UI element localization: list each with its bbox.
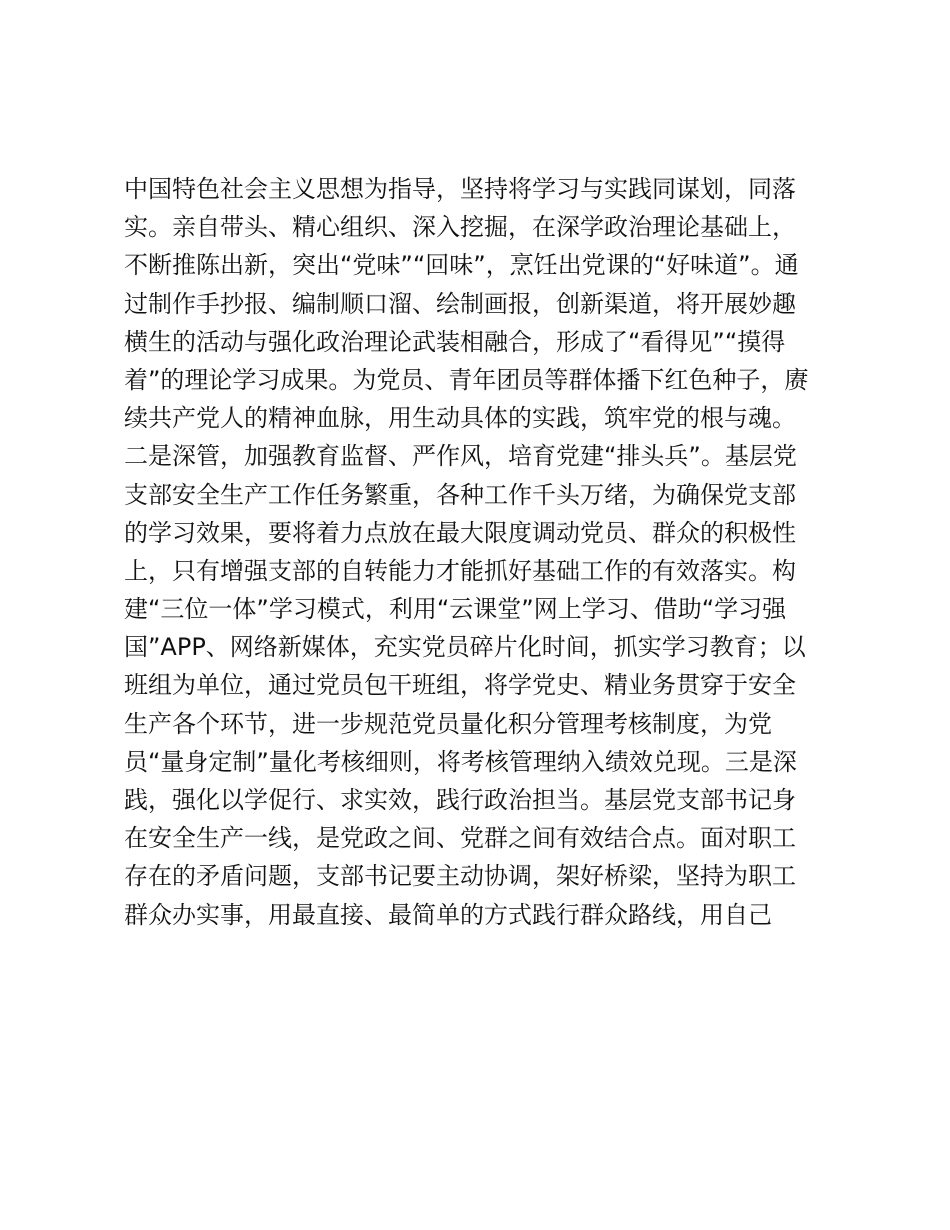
text-line: 班组为单位，通过党员包干班组，将学党史、精业务贯穿于安全 bbox=[124, 671, 796, 700]
text-line: 的学习效果，要将着力点放在最大限度调动党员、群众的积极性 bbox=[124, 518, 796, 547]
text-line: 不断推陈出新，突出“党味”“回味”，烹饪出党课的“好味道”。通 bbox=[124, 251, 799, 280]
text-line: 横生的活动与强化政治理论武装相融合，形成了“看得见”“摸得 bbox=[124, 327, 786, 356]
text-line: 员“量身定制”量化考核细则，将考核管理纳入绩效兑现。三是深 bbox=[124, 747, 797, 776]
text-line: 续共产党人的精神血脉，用生动具体的实践，筑牢党的根与魂。 bbox=[124, 404, 796, 433]
text-line: 着”的理论学习成果。为党员、青年团员等群体播下红色种子，赓 bbox=[124, 365, 809, 394]
text-line: 中国特色社会主义思想为指导，坚持将学习与实践同谋划，同落 bbox=[124, 175, 796, 203]
body-text bbox=[124, 170, 844, 934]
text-line: 支部安全生产工作任务繁重，各种工作千头万绪，为确保党支部 bbox=[124, 480, 796, 509]
text-line: 在安全生产一线，是党政之间、党群之间有效结合点。面对职工 bbox=[124, 824, 796, 853]
text-line: 建“三位一体”学习模式，利用“云课堂”网上学习、借助“学习强 bbox=[124, 595, 787, 624]
text-line: 过制作手抄报、编制顺口溜、绘制画报，创新渠道，将开展妙趣 bbox=[124, 289, 796, 318]
text-line: 实。亲自带头、精心组织、深入挖掘，在深学政治理论基础上， bbox=[124, 213, 796, 242]
text-line: 践，强化以学促行、求实效，践行政治担当。基层党支部书记身 bbox=[124, 786, 796, 814]
text-line: 国”APP、网络新媒体，充实党员碎片化时间，抓实学习教育；以 bbox=[124, 633, 806, 662]
text-line: 上，只有增强支部的自转能力才能抓好基础工作的有效落实。构 bbox=[124, 556, 796, 585]
text-line: 生产各个环节，进一步规范党员量化积分管理考核制度，为党 bbox=[124, 709, 772, 738]
text-line: 群众办实事，用最直接、最简单的方式践行群众路线，用自己 bbox=[124, 900, 772, 929]
text-line: 二是深管，加强教育监督、严作风，培育党建“排头兵”。基层党 bbox=[124, 442, 797, 471]
text-line: 存在的矛盾问题，支部书记要主动协调，架好桥梁，坚持为职工 bbox=[124, 862, 796, 891]
